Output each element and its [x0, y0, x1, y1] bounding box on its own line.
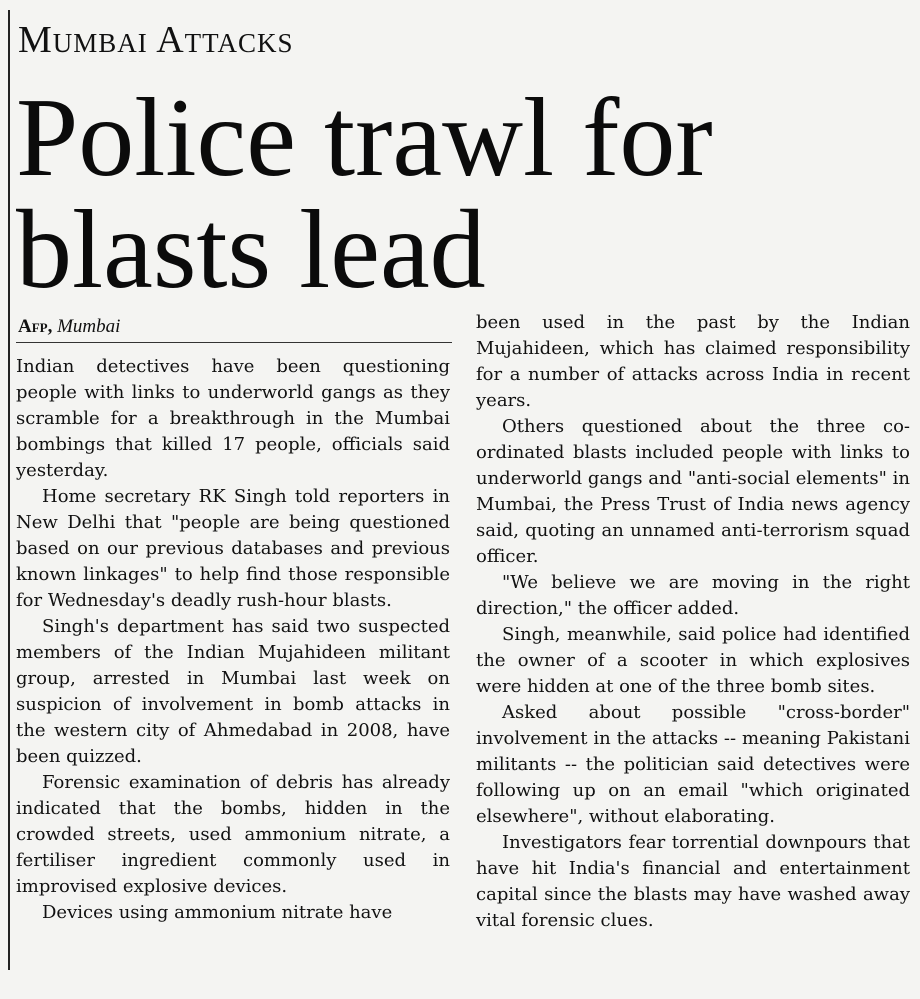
article-column-left [16, 354, 450, 926]
paragraph: Forensic examination of debris has already indicated that the bombs, hidden in the crowded streets, used ammonium nitrate, a fertiliser ingredient commonly used in improvised explosive devices. [16, 772, 450, 897]
byline-divider [16, 342, 452, 343]
paragraph: Devices using ammonium nitrate have [42, 902, 393, 923]
left-column-rule [8, 10, 10, 970]
paragraph: "We believe we are moving in the right direction," the officer added. [476, 572, 910, 619]
byline-agency: Afp, [18, 316, 53, 337]
paragraph: Indian detectives have been questioning people with links to underworld gangs as they scramble for a breakthrough in the Mumbai bombings that killed 17 people, officials said yesterday. [16, 356, 450, 481]
paragraph: been used in the past by the Indian Mujahideen, which has claimed responsibility for a number of attacks across India in recent years. [476, 312, 910, 411]
headline: Police trawl for blasts lead [16, 76, 713, 312]
article-column-right [476, 310, 910, 934]
byline [18, 316, 120, 338]
section-kicker: Mumbai Attacks [18, 19, 294, 61]
paragraph: Others questioned about the three co-ordinated blasts included people with links to underworld gangs and "anti-social elements" in Mumbai, the Press Trust of India news agency said, quoting an unnamed anti-terrorism squad officer. [476, 416, 910, 567]
paragraph: Investigators fear torrential downpours that have hit India's financial and entertainment capital since the blasts may have washed away vital forensic clues. [476, 832, 910, 931]
paragraph: Home secretary RK Singh told reporters in New Delhi that "people are being questioned based on our previous databases and previous known linkages" to help find those responsible for Wednesday's deadly rush-hour blasts. [16, 486, 450, 611]
byline-place: Mumbai [57, 316, 121, 337]
paragraph: Asked about possible "cross-border" involvement in the attacks -- meaning Pakistani militants -- the politician said detectives were following up on an email "which originated elsewhere", without elaborating. [476, 702, 910, 827]
paragraph: Singh, meanwhile, said police had identified the owner of a scooter in which explosives were hidden at one of the three bomb sites. [476, 624, 910, 697]
paragraph: Singh's department has said two suspected members of the Indian Mujahideen militant group, arrested in Mumbai last week on suspicion of involvement in bomb attacks in the western city of Ahmedabad in 2008, have been quizzed. [16, 616, 450, 767]
